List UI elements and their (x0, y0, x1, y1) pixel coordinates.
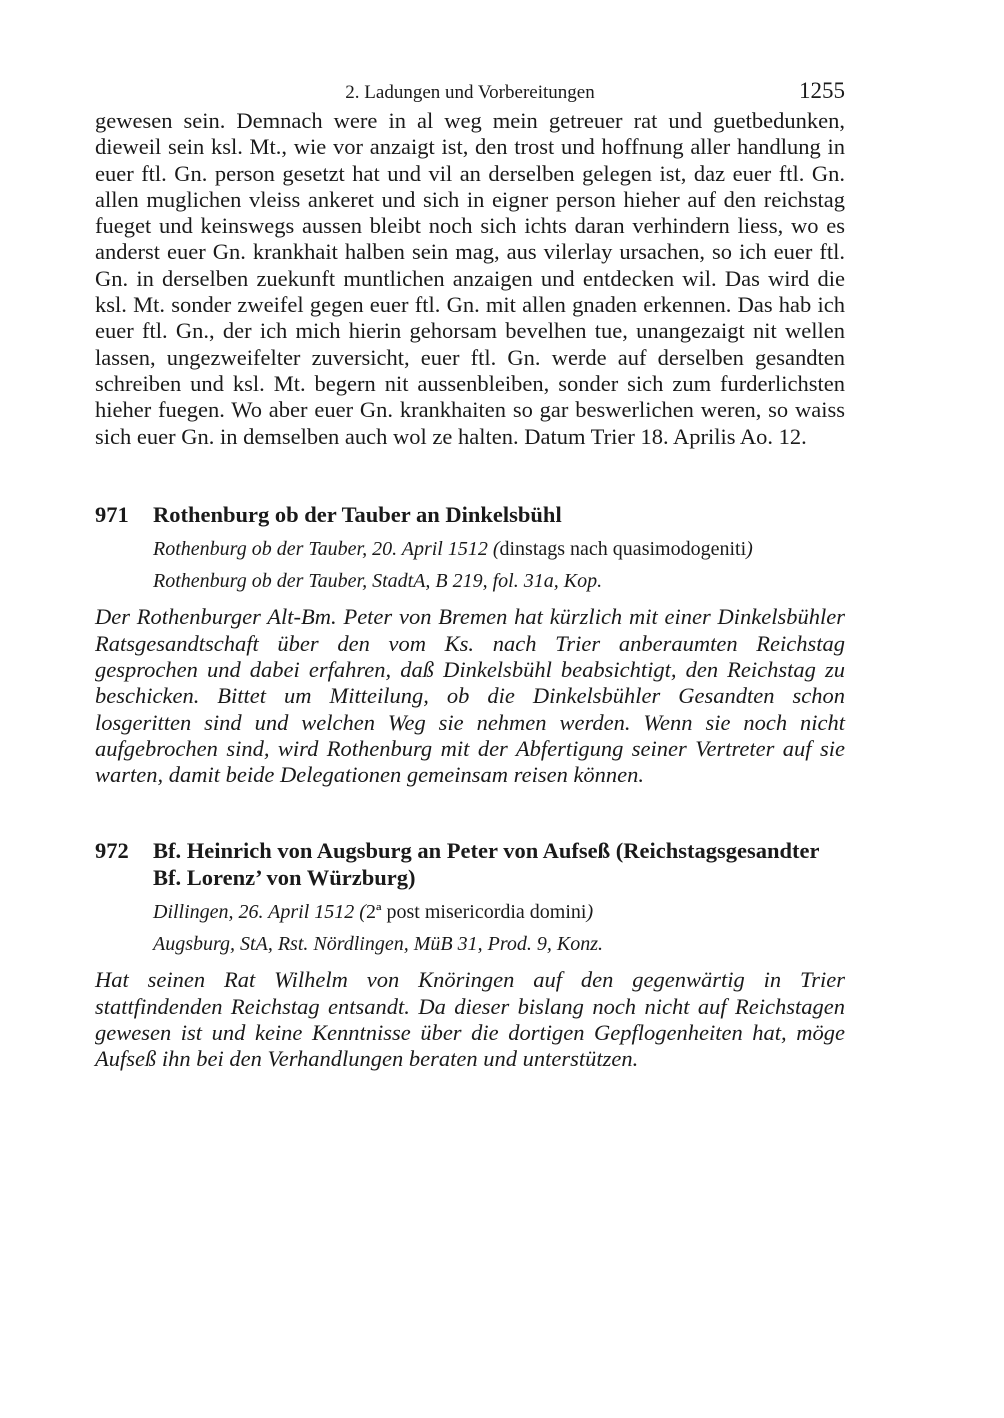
entry-date-place: Rothenburg ob der Tauber, 20. April 1512 ( (153, 538, 500, 561)
entry-date-line (153, 538, 845, 560)
entry-date-place: Dillingen, 26. April 1512 ( (153, 901, 366, 924)
entry-source: Augsburg, StA, Rst. Nördlingen, MüB 31, Prod. 9, Konz. (153, 933, 603, 956)
entry-heading (95, 838, 845, 891)
running-title: 2. Ladungen und Vorbereitungen (345, 82, 595, 103)
entry-date-close: ) (746, 538, 753, 561)
entry-source: Rothenburg ob der Tauber, StadtA, B 219, fol. 31a, Kop. (153, 570, 603, 593)
entry-number: 972 (95, 838, 129, 864)
entry-title: Bf. Heinrich von Augsburg an Peter von Aufseß (Reichstagsgesandter Bf. Lorenz’ von Würzburg) (153, 838, 820, 890)
entry-heading (95, 502, 845, 529)
entry-number: 971 (95, 501, 129, 527)
continuation-paragraph: gewesen sein. Demnach were in al weg mein getreuer rat und guetbedunken, dieweil sein ksl. Mt., wie vor anzaigt ist, den trost und hoffnung aller handlung in euer ftl. Gn. person gesetzt hat und vil an derselben gelegen ist, daz euer ftl. Gn. allen muglichen vleiss ankeret und sich in eigner person hieher auf den reichstag fueget und keinswegs aussen bleibt noch sich ichts daran verhindern liess, wo es anderst euer Gn. krankhait halben sein mag, aus vilerlay ursachen, so ich euer ftl. Gn. in derselben zuekunft muntlichen anzaigen und entdecken wil. Das wird die ksl. Mt. sonder zweifel gegen euer ftl. Gn. mit allen gnaden erkennen. Das hab ich euer ftl. Gn., der ich mich hierin gehorsam bevelhen tue, unangezaigt nit wellen lassen, ungezweifelter zuversicht, euer ftl. Gn. werde auf derselben gesandten schreiben und ksl. Mt. begern nit aussenbleiben, sonder sich zum furderlichsten hieher fuegen. Wo aber euer Gn. krankhaiten so gar beswerlichen weren, so waiss sich euer Gn. in demselben auch wol ze halten. Datum Trier 18. Aprilis Ao. 12. (95, 108, 845, 449)
entry-regest: Der Rothenburger Alt-Bm. Peter von Bremen hat kürzlich mit einer Dinkelsbühler Ratsgesandtschaft über den vom Ks. nach Trier anberaumten Reichstag gesprochen und dabei erfahren, daß Dinkelsbühl beabsichtigt, den Reichstag zu beschicken. Bittet um Mitteilung, ob die Dinkelsbühler Gesandten schon losgeritten sind und welchen Weg sie nehmen werden. Wenn sie noch nicht aufgebrochen sind, wird Rothenburg mit der Abfertigung seiner Vertreter auf sie warten, damit beide Delegationen gemeinsam reisen können. (95, 604, 845, 788)
entry-date-original: dinstags nach quasimodogeniti (499, 538, 747, 561)
document-entry-972 (95, 838, 845, 1072)
entry-title: Rothenburg ob der Tauber an Dinkelsbühl (153, 501, 562, 527)
page-number: 1255 (799, 78, 845, 103)
entry-date-close: ) (586, 901, 594, 924)
document-entry-971 (95, 502, 845, 789)
entry-regest: Hat seinen Rat Wilhelm von Knöringen auf den gegenwärtig in Trier stattfindenden Reichstag entsandt. Da dieser bislang noch nicht auf Reichstagen gewesen ist und keine Kenntnisse über die dortigen Gepflogenheiten hat, möge Aufseß ihn bei den Verhandlungen beraten und unterstützen. (95, 967, 845, 1072)
document-page (95, 78, 845, 1095)
entry-date-original: 2ª post misericordia domini (365, 901, 587, 924)
running-header (95, 78, 845, 108)
entry-date-line (153, 901, 845, 923)
